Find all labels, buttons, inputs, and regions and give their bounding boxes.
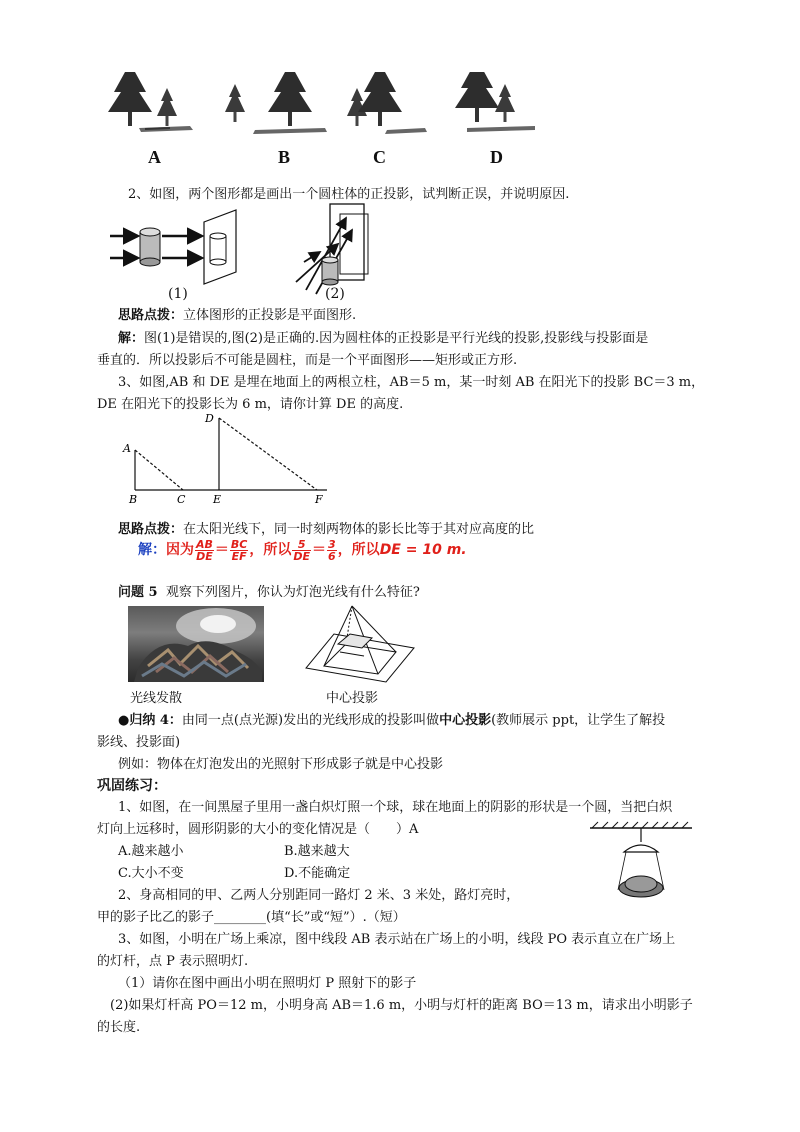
- practice-2-line-1: 2、身高相同的甲、乙两人分别距同一路灯 2 米、3 米处，路灯亮时，: [118, 888, 520, 903]
- figure-1-drawing: [110, 210, 236, 284]
- summary-example: 例如：物体在灯泡发出的光照射下形成影子就是中心投影: [118, 757, 444, 772]
- fraction-3-6: $\frac{3}{6}$: [328, 537, 336, 563]
- tree-group-c: [347, 72, 427, 134]
- point-a-label: A: [123, 442, 131, 455]
- q3-hint-text: 在太阳光线下，同一时刻两物体的影长比等于其对应高度的比: [183, 522, 535, 537]
- tree-group-d: [455, 72, 535, 132]
- practice-3-line-2: 的灯杆，点 P 表示照明灯.: [97, 954, 249, 969]
- point-e-label: E: [213, 493, 222, 506]
- caption-light-scatter: 光线发散: [130, 691, 183, 706]
- figure-2-drawing: [296, 204, 368, 294]
- caption-central-projection: 中心投影: [326, 691, 379, 706]
- option-c: C.大小不变: [118, 866, 184, 881]
- practice-1-line-2: 灯向上远移时，圆形阴影的大小的变化情况是（ ）A: [97, 822, 419, 837]
- practice-3-sub-2-line-1: (2)如果灯杆高 PO＝12 m，小明身高 AB＝1.6 m，小明与灯杆的距离 BO＝13 m，请求出小明影子: [110, 998, 693, 1013]
- q2-hint-label: 思路点拨：: [118, 308, 184, 323]
- practice-1-line-1: 1、如图，在一间黑屋子里用一盏白炽灯照一个球，球在地面上的阴影的形状是一个圆，当把白炽: [118, 800, 673, 815]
- q2-answer-label: 解：: [118, 331, 145, 346]
- q3-solution-text-2: ，所以: [249, 542, 292, 558]
- q2-answer-line-2: 垂直的．所以投影后不可能是圆柱，而是一个平面图形——矩形或正方形.: [97, 353, 518, 368]
- q5-line: [118, 584, 420, 602]
- summary-label: 归纳 4：: [129, 713, 182, 728]
- summary-text-2: (教师展示 ppt，让学生了解投: [491, 713, 666, 728]
- q2-hint: [118, 307, 356, 325]
- practice-heading: 巩固练习：: [97, 778, 167, 794]
- fraction-bc-ef: $\frac{BC}{EF}$: [230, 537, 248, 563]
- tree-label-d: D: [490, 147, 503, 167]
- point-b-label: B: [129, 493, 138, 506]
- fraction-5-de: $\frac{5}{DE}$: [293, 537, 311, 563]
- point-f-label: F: [315, 493, 323, 506]
- q5-text: 观察下列图片，你认为灯泡光线有什么特征?: [165, 585, 420, 600]
- practice-3-sub-1: （1）请你在图中画出小明在照明灯 P 照射下的影子: [118, 976, 417, 991]
- q3-hint-label: 思路点拨：: [118, 522, 184, 537]
- q2-answer-line-1: [118, 330, 648, 348]
- summary-text-1: 由同一点(点光源)发出的光线形成的投影叫做: [181, 713, 440, 728]
- summary-bullet: ●: [118, 713, 130, 728]
- tree-group-b: [225, 72, 327, 134]
- trees-figure: [95, 72, 535, 172]
- tree-label-b: B: [278, 147, 291, 167]
- q3-solution-label: 解：: [138, 542, 166, 558]
- fraction-ab-de: $\frac{AB}{DE}$: [196, 537, 213, 563]
- q3-solution-text-1: 因为: [166, 542, 194, 558]
- light-scatter-photo: [128, 606, 264, 682]
- tree-group-a: [108, 72, 193, 132]
- q2-answer-text-1: 图(1)是错误的,图(2)是正确的.因为圆柱体的正投影是平行光线的投影,投影线与投影面是: [144, 331, 649, 346]
- summary-line-1: [118, 712, 665, 730]
- tree-label-c: C: [373, 147, 386, 167]
- practice-2-line-2: 甲的影子比乙的影子________(填“长”或“短”）.（短）: [97, 910, 406, 925]
- lamp-ball-figure: [588, 818, 694, 906]
- q3-line-1: 3、如图,AB 和 DE 是埋在地面上的两根立柱，AB＝5 m，某一时刻 AB 在阳光下的投影 BC＝3 m，: [118, 375, 705, 390]
- q3-line-2: DE 在阳光下的投影长为 6 m，请你计算 DE 的高度.: [97, 397, 404, 412]
- figure-1-label: (1): [168, 286, 188, 302]
- q3-solution-result: DE = 10 m.: [379, 542, 467, 558]
- q5-label: 问题 5: [118, 585, 158, 600]
- point-c-label: C: [177, 493, 186, 506]
- q3-solution: 解：因为 $\frac{AB}{DE}$ ＝ $\frac{BC}{EF}$ ，所以 $\frac{5}{DE}$ ＝ $\frac{3}{6}$ ，所以DE = 10 m.: [138, 537, 467, 563]
- figure-2-label: (2): [325, 286, 345, 302]
- summary-term: 中心投影: [439, 713, 492, 728]
- option-d: D.不能确定: [284, 866, 351, 881]
- tree-label-a: A: [148, 147, 161, 167]
- point-d-label: D: [205, 412, 214, 425]
- option-b: B.越来越大: [284, 844, 350, 859]
- practice-3-line-1: 3、如图，小明在广场上乘凉，图中线段 AB 表示站在广场上的小明，线段 PO 表示直立在广场上: [118, 932, 676, 947]
- summary-line-2: 影线、投影面): [97, 735, 181, 750]
- q2-hint-text: 立体图形的正投影是平面图形.: [183, 308, 357, 323]
- pillars-shadow-figure: [115, 410, 335, 506]
- central-projection-pyramid: [300, 604, 420, 686]
- practice-3-sub-2-line-2: 的长度.: [97, 1020, 141, 1035]
- q2-text: 2、如图，两个图形都是画出一个圆柱体的正投影，试判断正误，并说明原因.: [128, 187, 570, 202]
- q3-solution-text-3: ，所以: [337, 542, 380, 558]
- option-a: A.越来越小: [118, 844, 184, 859]
